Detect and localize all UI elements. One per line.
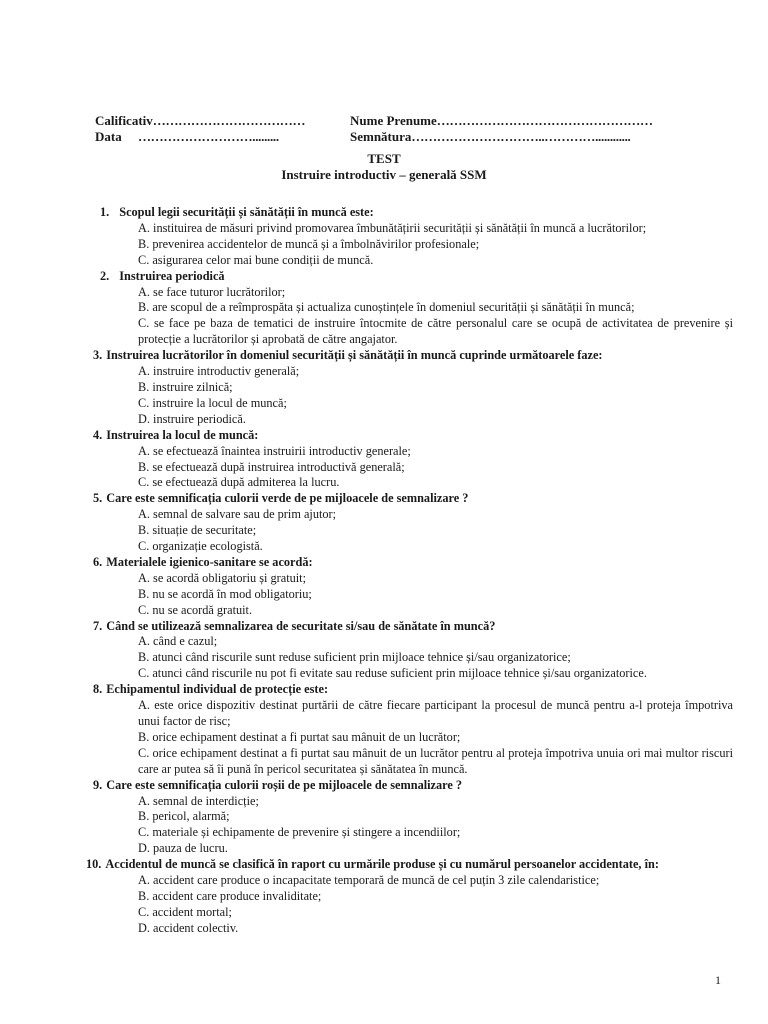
- answer-option: D. instruire periodică.: [138, 411, 246, 426]
- answer-option: B. prevenirea accidentelor de muncă și a îmbolnăvirilor profesionale;: [138, 236, 480, 251]
- question-number: 3.: [93, 348, 103, 363]
- answer-option: B. are scopul de a reîmprospăta și actualiza cunoștințele în domeniul securității și sănătății în muncă;: [138, 300, 635, 315]
- answer-option: C. se face pe baza de tematici de instruire întocmite de către personalul care se ocupă de activitatea de prevenire și protecție a lucrătorilor și aprobată de către angajator.: [138, 316, 733, 347]
- calificativ-dots: ………………………………: [152, 113, 306, 128]
- question-text: Instruirea periodică: [119, 268, 225, 283]
- question-block: [93, 269, 733, 349]
- answer-option: A. instruire introductiv generală;: [138, 364, 300, 379]
- answer-option: A. accident care produce o incapacitate temporară de muncă de cel puțin 3 zile calendaristice;: [138, 873, 600, 888]
- answer-option: A. când e cazul;: [138, 634, 218, 649]
- answer-option: C. nu se acordă gratuit.: [138, 602, 253, 617]
- answer-option: B. pericol, alarmă;: [138, 809, 230, 824]
- calificativ-label: Calificativ: [95, 113, 153, 128]
- answer-option: B. instruire zilnică;: [138, 379, 233, 394]
- answer-option: B. se efectuează după instruirea introductivă generală;: [138, 459, 405, 474]
- answer-option: A. semnal de interdicție;: [138, 793, 259, 808]
- question-heading: [86, 857, 733, 873]
- question-text: Echipamentul individual de protecție este:: [106, 682, 329, 697]
- answer-option: A. se efectuează înaintea instruirii introductiv generale;: [138, 443, 411, 458]
- question-block: [93, 682, 733, 777]
- question-text: Care este semnificația culorii verde de pe mijloacele de semnalizare ?: [106, 491, 469, 506]
- answer-option: D. pauza de lucru.: [138, 841, 228, 856]
- question-heading: [93, 682, 733, 698]
- nume-prenume-dots: ……………………………………………: [436, 113, 653, 128]
- question-number: 8.: [93, 682, 103, 697]
- data-dots: ……………………….........: [137, 129, 279, 144]
- question-heading: [93, 778, 733, 794]
- question-text: Când se utilizează semnalizarea de securitate si/sau de sănătate în muncă?: [106, 618, 496, 633]
- question-text: Instruirea la locul de muncă:: [106, 427, 259, 442]
- answer-option: C. organizație ecologistă.: [138, 539, 263, 554]
- question-heading: [93, 555, 733, 571]
- question-number: 9.: [93, 777, 103, 792]
- answer-option: C. se efectuează după admiterea la lucru.: [138, 475, 340, 490]
- question-heading: [93, 269, 733, 285]
- page-number: 1: [715, 973, 721, 987]
- semnatura-dots: …………………………..…………............: [411, 129, 631, 144]
- test-title: TEST: [367, 151, 401, 166]
- calificativ-field: [95, 113, 305, 129]
- question-list: [86, 205, 733, 937]
- question-number: 2.: [100, 268, 110, 283]
- answer-option: A. instituirea de măsuri privind promovarea îmbunătățirii securității și sănătății în muncă a lucrătorilor;: [138, 220, 647, 235]
- question-number: 1.: [100, 205, 110, 219]
- question-block: [93, 491, 733, 555]
- question-block: [93, 619, 733, 683]
- question-number: 10.: [86, 857, 102, 872]
- question-block: [93, 205, 733, 269]
- question-number: 6.: [93, 554, 103, 569]
- question-text: Scopul legii securității și sănătății în muncă este:: [119, 205, 374, 219]
- data-field: [95, 129, 279, 145]
- question-heading: [93, 619, 733, 635]
- question-text: Accidentul de muncă se clasifică în raport cu urmările produse și cu numărul persoanelor accidentate, în:: [105, 857, 659, 872]
- data-label: Data: [95, 129, 122, 144]
- question-number: 5.: [93, 491, 103, 506]
- answer-option: B. nu se acordă în mod obligatoriu;: [138, 586, 312, 601]
- answer-option: C. accident mortal;: [138, 904, 232, 919]
- answer-option: B. accident care produce invaliditate;: [138, 888, 322, 903]
- answer-option: B. situație de securitate;: [138, 523, 257, 538]
- question-heading: [93, 205, 733, 221]
- answer-option: C. materiale și echipamente de prevenire și stingere a incendiilor;: [138, 825, 461, 840]
- question-block: [93, 778, 733, 858]
- question-block: [93, 428, 733, 492]
- question-block: [93, 555, 733, 619]
- test-subtitle: Instruire introductiv – generală SSM: [281, 167, 487, 182]
- answer-option: C. asigurarea celor mai bune condiții de muncă.: [138, 252, 374, 267]
- answer-option: C. orice echipament destinat a fi purtat sau mânuit de un lucrător pentru al proteja împotriva unuia ori mai multor riscuri care ar putea să îi pună în pericol securitatea și sănătatea în muncă.: [138, 745, 733, 776]
- question-text: Instruirea lucrătorilor în domeniul securității și sănătății în muncă cuprinde următoarele faze:: [106, 348, 603, 363]
- question-number: 4.: [93, 427, 103, 442]
- answer-option: C. atunci când riscurile nu pot fi evitate sau reduse suficient prin mijloace tehnice și/sau organizatorice.: [138, 666, 647, 681]
- question-text: Care este semnificația culorii roșii de pe mijloacele de semnalizare ?: [106, 777, 463, 792]
- answer-option: B. atunci când riscurile sunt reduse suficient prin mijloace tehnice și/sau organizatorice;: [138, 650, 571, 665]
- answer-option: C. instruire la locul de muncă;: [138, 395, 287, 410]
- question-heading: [93, 348, 733, 364]
- question-heading: [93, 491, 733, 507]
- semnatura-label: Semnătura: [350, 129, 412, 144]
- answer-option: A. se acordă obligatoriu și gratuit;: [138, 570, 307, 585]
- nume-prenume-field: [350, 113, 653, 129]
- question-heading: [93, 428, 733, 444]
- answer-option: A. se face tuturor lucrătorilor;: [138, 284, 286, 299]
- semnatura-field: [350, 129, 631, 145]
- question-text: Materialele igienico-sanitare se acordă:: [106, 554, 313, 569]
- question-block: [93, 348, 733, 428]
- answer-option: A. semnal de salvare sau de prim ajutor;: [138, 507, 337, 522]
- question-block: [86, 857, 733, 937]
- answer-option: B. orice echipament destinat a fi purtat sau mânuit de un lucrător;: [138, 729, 461, 744]
- answer-option: A. este orice dispozitiv destinat purtării de către fiecare participant la procesul de muncă pentru a-l proteja împotriva unui factor de risc;: [138, 698, 733, 728]
- answer-option: D. accident colectiv.: [138, 920, 239, 935]
- nume-prenume-label: Nume Prenume: [350, 113, 437, 128]
- question-number: 7.: [93, 618, 103, 633]
